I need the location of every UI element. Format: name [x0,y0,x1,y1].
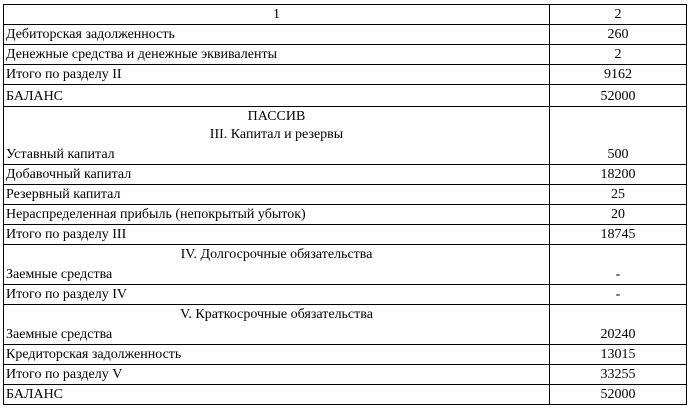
row-label: Итого по разделу V [4,365,550,385]
row-value: - [550,285,687,305]
row-value: - [550,245,687,285]
row-value: 2 [550,45,687,65]
row-label: Добавочный капитал [4,165,550,185]
row-value: 20240 [550,305,687,345]
row-label: Нераспределенная прибыль (непокрытый убыток) [4,205,550,225]
row-value: 33255 [550,365,687,385]
row-value: 52000 [550,85,687,107]
table-row [4,225,687,245]
row-label: Денежные средства и денежные эквиваленты [4,45,550,65]
row-label: Дебиторская задолженность [4,25,550,45]
row-label: Заемные средства [6,327,113,342]
section-3-first-row [4,107,687,165]
section-4-first-row [4,245,687,285]
section-3-title: III. Капитал и резервы [209,127,344,142]
section-3-heading-cell [4,107,550,165]
table-row [4,165,687,185]
row-label: Кредиторская задолженность [4,345,550,365]
table-row [4,25,687,45]
row-label: Уставный капитал [6,147,115,162]
section-5-first-row [4,305,687,345]
row-label: БАЛАНС [4,85,550,107]
row-label: Заемные средства [6,267,113,282]
row-value: 260 [550,25,687,45]
header-col-2: 2 [550,5,687,25]
row-value: 500 [550,107,687,165]
row-label: Итого по разделу III [4,225,550,245]
header-row [4,5,687,25]
section-4-title: IV. Долгосрочные обязательства [180,247,373,262]
row-value: 18200 [550,165,687,185]
table-row [4,185,687,205]
row-value: 9162 [550,65,687,85]
balance-sheet-table [3,4,687,405]
table-row [4,365,687,385]
row-value: 13015 [550,345,687,365]
row-value: 20 [550,205,687,225]
section-5-heading-cell [4,305,550,345]
table-row [4,285,687,305]
table-row [4,65,687,85]
row-label: Резервный капитал [4,185,550,205]
section-5-title: V. Краткосрочные обязательства [180,307,373,322]
header-col-1: 1 [4,5,550,25]
passive-title: ПАССИВ [247,109,306,124]
table-row [4,385,687,405]
row-label: Итого по разделу II [4,65,550,85]
table-row [4,345,687,365]
table-row [4,45,687,65]
section-4-heading-cell [4,245,550,285]
row-value: 52000 [550,385,687,405]
table-row [4,205,687,225]
table-row [4,85,687,107]
row-value: 18745 [550,225,687,245]
row-value: 25 [550,185,687,205]
row-label: Итого по разделу IV [4,285,550,305]
row-label: БАЛАНС [4,385,550,405]
